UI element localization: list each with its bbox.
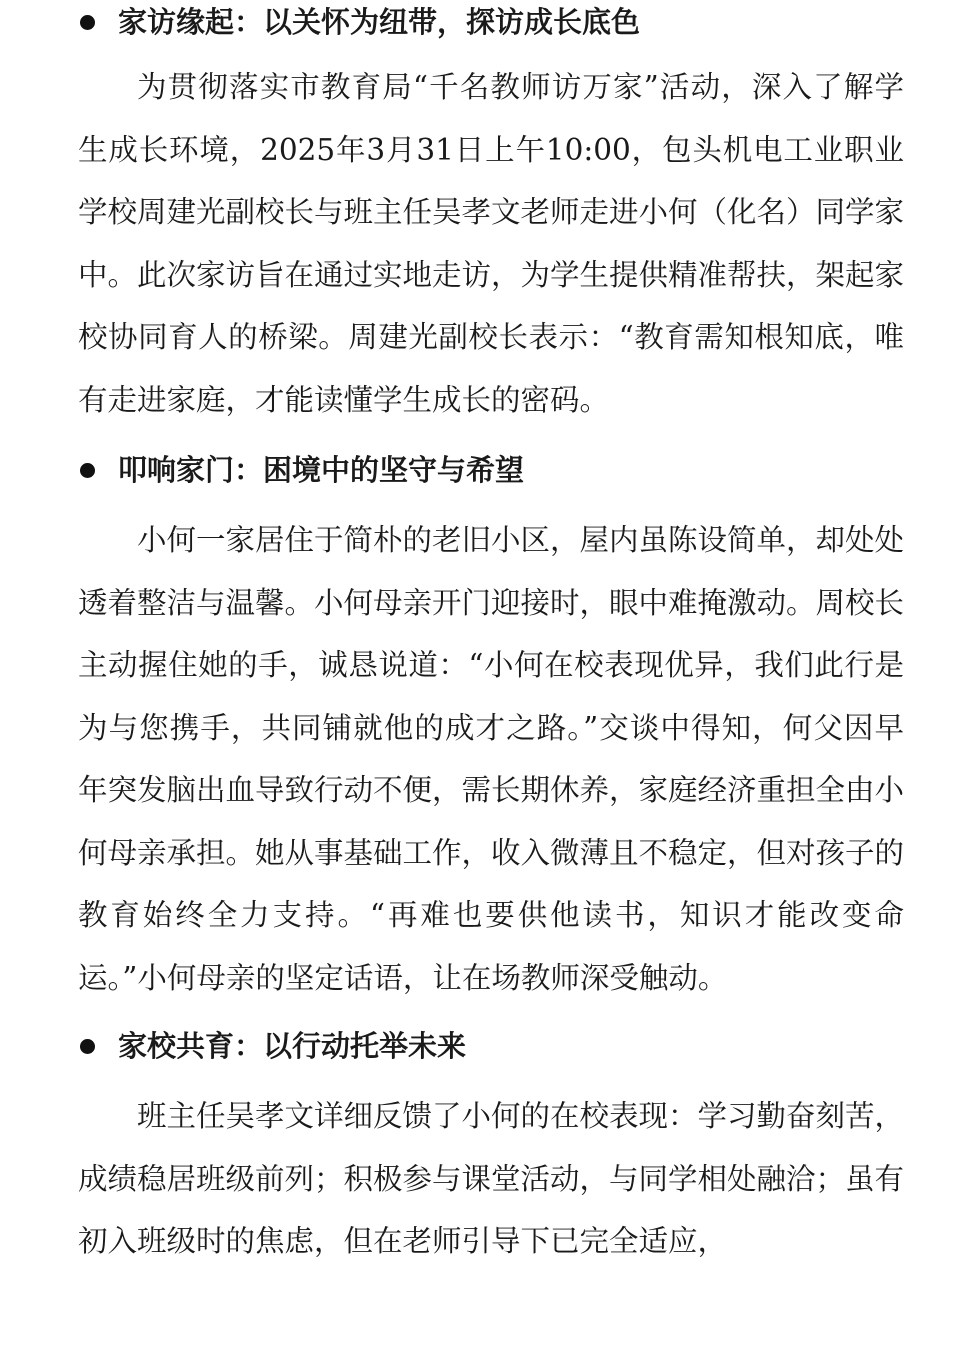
document-page	[78, 0, 904, 1273]
section-paragraph-home-school-education: 班主任吴孝文详细反馈了小何的在校表现：学习勤奋刻苦，成绩稳居班级前列；积极参与课堂活动，与同学相处融洽；虽有初入班级时的焦虑，但在老师引导下已完全适应，	[78, 1099, 905, 1258]
section-paragraph-home-visit-origin: 为贯彻落实市教育局“千名教师访万家”活动，深入了解学生成长环境，2025年3月31日上午10:00，包头机电工业职业学校周建光副校长与班主任吴孝文老师走进小何（化名）同学家中。此次家访旨在通过实地走访，为学生提供精准帮扶，架起家校协同育人的桥梁。周建光副校长表示：“教育需知根知底，唯有走进家庭，才能读懂学生成长的密码。	[78, 70, 905, 417]
section-paragraph-knocking-door: 小何一家居住于简朴的老旧小区，屋内虽陈设简单，却处处透着整洁与温馨。小何母亲开门迎接时，眼中难掩激动。周校长主动握住她的手，诚恳说道：“小何在校表现优异，我们此行是为与您携手，共同铺就他的成才之路。”交谈中得知，何父因早年突发脑出血导致行动不便，需长期休养，家庭经济重担全由小何母亲承担。她从事基础工作，收入微薄且不稳定，但对孩子的教育始终全力支持。“再难也要供他读书，知识才能改变命运。”小何母亲的坚定话语，让在场教师深受触动。	[78, 523, 905, 995]
section-heading-knocking-door	[78, 448, 904, 492]
bullet-icon	[80, 15, 95, 30]
bullet-icon	[80, 1039, 95, 1054]
section-heading-home-school-education	[78, 1024, 904, 1068]
bullet-icon	[80, 463, 95, 478]
section-heading-text: 叩响家门：困境中的坚守与希望	[118, 453, 525, 487]
section-heading-text: 家访缘起：以关怀为纽带，探访成长底色	[118, 5, 641, 39]
section-heading-text: 家校共育：以行动托举未来	[118, 1029, 467, 1063]
section-heading-home-visit-origin	[78, 0, 904, 44]
